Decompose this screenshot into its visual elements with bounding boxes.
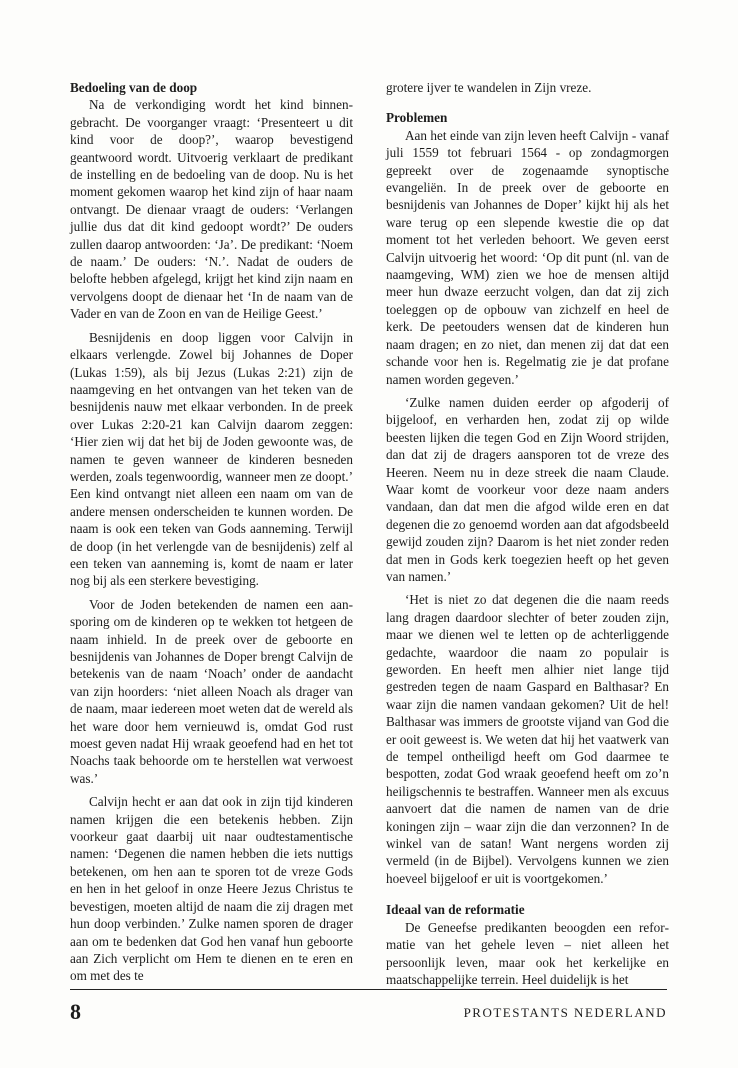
section-heading-bedoeling: Bedoeling van de doop (70, 80, 198, 95)
paragraph: Aan het einde van zijn leven heeft Calvijn - vanaf juli 1559 tot februari 1564 - op zondagmorgen gepreekt over de zogenaamde synoptische evangeliën. In de preek over de geboorte en besnijdenis van Johannes de Doper’ kijkt hij als het ware terug op een slepende kwestie die op dat moment tot het verleden behoort. We geven eerst Calvijn uitvoerig het woord: ‘Op dit punt (nl. van de naamgeving, WM) zien we hoe de mensen altijd meer hun dwaze eerzucht volgen, dan dat zij zich toeleggen op de opbouw van zichzelf en heel de kerk. De peetouders wensen dat de kinderen hun naam dragen; en zo niet, dan menen zij dat dat een schande voor hen is. Regelmatig zie je dat profane namen worden gegeven.’ (386, 127, 669, 387)
running-title: PROTESTANTS NEDERLAND (463, 1005, 667, 1020)
section-heading-ideaal: Ideaal van de reformatie (386, 902, 525, 918)
paragraph: De Geneefse predikanten beoogden een reformatie van het gehele leven – niet alleen het persoonlijk leven, maar ook het kerkelijke en maatschappelijke terrein. Heel duidelijk is het (386, 919, 669, 987)
paragraph: Na de verkondiging wordt het kind binnengebracht. De voorganger vraagt: ‘Presenteert u dit kind voor de doop?’, waarop bevestigend geantwoord wordt. Uitvoerig verklaart de predikant de instelling en de bedoeling van de doop. Nu is het moment gekomen waarop het kind zijn of haar naam ontvangt. De dienaar vraagt de ouders: ‘Verlangen jullie dus dat dit kind gedoopt wordt?’ De ouders zullen daarop antwoorden: ‘Ja’. De predikant: ‘Noem de naam.’ De ouders: ‘N.’. Nadat de ouders de belofte hebben afgelegd, krijgt het kind zijn naam en vervolgens doopt de dienaar het ‘In de naam van de Vader en van de Zoon en van de Heilige Geest.’ (70, 97, 353, 322)
paragraph: Voor de Joden betekenden de namen een aansporing om de kinderen op te wekken tot hetgeen de naam inhield. In de preek over de geboorte en besnijdenis van Johannes de Doper brengt Calvijn de betekenis van de naam ‘Noach’ onder de aandacht van zijn hoorders: ‘niet alleen Noach als drager van de naam, maar iedereen moet weten dat de wereld als het ware door hem vernieuwd is, omdat God rust moest geven nadat Hij wraak geoefend had en het tot Noachs taak behoorde om te herstellen wat verwoest was.’ (70, 596, 353, 786)
footer-rule (70, 989, 667, 990)
paragraph: ‘Zulke namen duiden eerder op afgoderij of bijgeloof, en verharden hen, zodat zij op wilde beesten lijken die tegen God en Zijn Woord strijden, dan dat zij de dragers aansporen tot de vreze des Heeren. Neem nu in deze streek die naam Claude. Waar komt de voorkeur voor deze naam anders vandaan, dan dat men die afgod wilde eren en dat degenen die zo genoemd worden aan dat afgodsbeeld gewijd zouden zijn? Daarom is het niet zonder reden dat men in Gods kerk toegezien heeft op het geven van namen.’ (386, 394, 669, 584)
paragraph: Calvijn hecht er aan dat ook in zijn tijd kinderen namen krijgen die een betekenis hebben. Zijn voorkeur gaat daarbij uit naar oudtestamentische namen: ‘Degenen die namen hebben die iets nuttigs betekenen, om hen aan te sporen tot de vreze Gods en hen in het geloof in onze Heere Jezus Christus te bevestigen, moeten altijd de naam die zij dragen met hun doop verbinden.’ Zulke namen sporen de drager aan om te bedenken dat God hen vanaf hun geboorte aan Zich verplicht om Hem te dienen en te eren en om met des te (70, 794, 353, 984)
paragraph: Besnijdenis en doop liggen voor Calvijn in elkaars verlengde. Zowel bij Johannes de Doper (Lukas 1:59), als bij Jezus (Lukas 2:21) zijn de naamgeving en het ontvangen van het teken van de besnijdenis nauw met elkaar verbonden. In de preek over Lukas 2:20-21 kan Calvijn daarom zeggen: ‘Hier zien wij dat het bij de Joden gewoonte was, de namen te geven wanneer de kinderen besneden werden, zoals tegenwoordig, wanneer men ze doopt.’ Een kind ontvangt niet alleen een naam om van de andere mensen onderscheiden te kunnen worden. De naam is ook een teken van Gods aanneming. Terwijl de doop (in het verlengde van de besnijdenis) zelf al een teken van aanneming is, komt de naam er later nog bij als een sterkere bevestiging. (70, 329, 353, 589)
section-heading-problemen: Problemen (386, 110, 448, 126)
page-number: 8 (70, 999, 81, 1024)
right-column (386, 79, 669, 988)
left-column (70, 79, 353, 985)
paragraph-continuation: grotere ijver te wandelen in Zijn vreze. (386, 80, 592, 95)
paragraph: ‘Het is niet zo dat degenen die die naam reeds lang dragen daardoor slechter of beter zouden zijn, maar we dienen wel te letten op de achterliggende gedachte, waardoor die naam zo populair is geworden. En heeft men alhier niet lange tijd gestreden tegen de naam Gaspard en Balthasar? En waar zijn die namen vandaan gekomen? Uit de hel! Balthasar was immers de grootste vijand van God die er ooit geweest is. We weten dat hij het vaatwerk van de tempel ontheiligd heeft om God daarmee te bespotten, zodat God wraak geoefend heeft om zo’n heiligschennis te bestraffen. Wanneer men als excuus aanvoert dat die namen de namen van de drie koningen zijn – waar zijn die dan verzonnen? In de winkel van de satan! Want nergens worden zij vermeld (in de Bijbel). Vervolgens kunnen we zien hoeveel bijgeloof er uit is voortgekomen.’ (386, 592, 669, 886)
